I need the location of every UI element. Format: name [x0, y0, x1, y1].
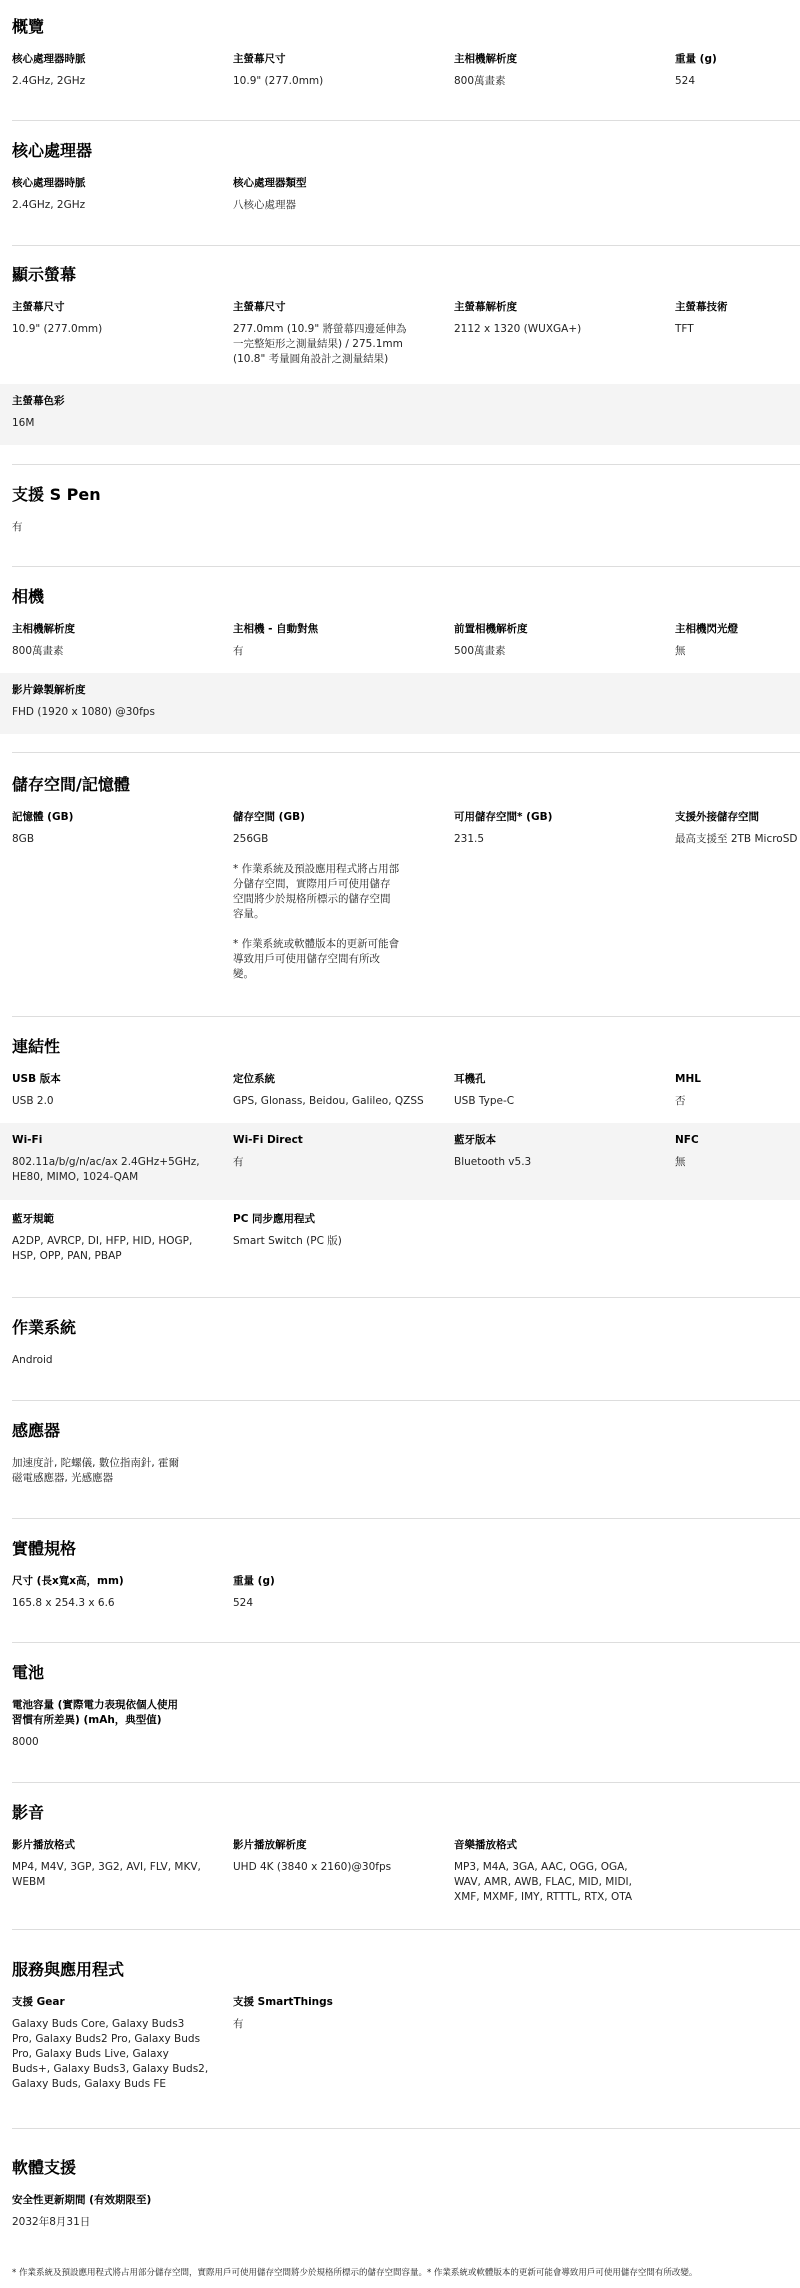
spec-label: 定位系統	[233, 1073, 275, 1085]
spec-value: 有	[233, 1156, 244, 1168]
spec-row	[0, 1698, 800, 1758]
spec-row	[0, 1212, 800, 1272]
spec-row-shaded	[0, 384, 800, 445]
spec-label: 可用儲存空間* (GB)	[454, 811, 553, 823]
spec-value: 231.5	[454, 833, 485, 845]
divider	[12, 566, 800, 567]
divider	[12, 1400, 800, 1401]
spec-value: Bluetooth v5.3	[454, 1156, 532, 1168]
section-title: 儲存空間/記憶體	[12, 775, 130, 794]
spec-label: 尺寸 (長x寬x高，mm)	[12, 1575, 124, 1587]
section-title: 電池	[12, 1663, 45, 1682]
section-title: 感應器	[12, 1421, 61, 1440]
spec-value: USB Type-C	[454, 1095, 515, 1107]
spec-row	[0, 1574, 800, 1620]
spec-value: 8000	[12, 1736, 39, 1748]
spec-label: 音樂播放格式	[454, 1839, 517, 1851]
section-title: 概覽	[12, 17, 45, 36]
spec-label: 核心處理器類型	[233, 177, 307, 189]
spec-label: 支援外接儲存空間	[675, 811, 759, 823]
spec-value: 10.9" (277.0mm)	[233, 75, 324, 87]
divider	[12, 1016, 800, 1017]
spec-label: 影片播放格式	[12, 1839, 75, 1851]
spec-value: Galaxy Buds Core, Galaxy Buds3 Pro, Galaxy Buds2 Pro, Galaxy Buds Pro, Galaxy Buds Live, Galaxy Buds+, Galaxy Buds3, Galaxy Buds2, Galaxy Buds, Galaxy Buds FE	[12, 2018, 209, 2090]
spec-label: 安全性更新期間 (有效期限至)	[12, 2194, 152, 2206]
spec-label: 藍牙規範	[12, 1213, 54, 1225]
spec-row	[0, 1072, 800, 1118]
divider	[12, 1642, 800, 1643]
spec-row	[0, 1838, 800, 1913]
spec-value: Android	[12, 1354, 53, 1366]
spec-value: GPS, Glonass, Beidou, Galileo, QZSS	[233, 1095, 424, 1107]
spec-value: 最高支援至 2TB MicroSD	[675, 833, 798, 845]
divider	[12, 464, 800, 465]
section-title: 軟體支援	[12, 2158, 77, 2177]
spec-value: 有	[12, 521, 23, 533]
divider	[12, 245, 800, 246]
spec-value: 無	[675, 645, 686, 657]
spec-row-shaded	[0, 1123, 800, 1200]
spec-label: 主螢幕解析度	[454, 301, 517, 313]
divider	[12, 2128, 800, 2129]
spec-value: 802.11a/b/g/n/ac/ax 2.4GHz+5GHz, HE80, MIMO, 1024-QAM	[12, 1156, 200, 1183]
spec-label: 記憶體 (GB)	[12, 811, 74, 823]
divider	[12, 752, 800, 753]
section-title: 顯示螢幕	[12, 265, 77, 284]
divider	[12, 1782, 800, 1783]
spec-value: 2032年8月31日	[12, 2216, 91, 2228]
spec-label: 支援 SmartThings	[233, 1996, 333, 2008]
spec-label: MHL	[675, 1073, 701, 1085]
spec-label: 核心處理器時脈	[12, 53, 86, 65]
spec-label: 前置相機解析度	[454, 623, 528, 635]
spec-value: 2.4GHz, 2GHz	[12, 199, 86, 211]
spec-value: 2.4GHz, 2GHz	[12, 75, 86, 87]
spec-label: 重量 (g)	[233, 1575, 275, 1587]
divider	[12, 1297, 800, 1298]
spec-value: MP4, M4V, 3GP, 3G2, AVI, FLV, MKV, WEBM	[12, 1861, 201, 1888]
spec-label: 藍牙版本	[454, 1134, 496, 1146]
spec-label: 核心處理器時脈	[12, 177, 86, 189]
footnote: * 作業系統及預設應用程式將占用部分儲存空間，實際用戶可使用儲存空間將少於規格所標示的儲存空間容量。* 作業系統或軟體版本的更新可能會導致用戶可使用儲存空間有所改變。	[12, 2268, 698, 2278]
section-title: 連結性	[12, 1037, 61, 1056]
spec-row	[0, 1353, 800, 1383]
spec-value: 否	[675, 1095, 686, 1107]
spec-row	[0, 300, 800, 380]
spec-label: 主相機解析度	[12, 623, 75, 635]
section-title: 影音	[12, 1803, 45, 1822]
spec-value: 8GB	[12, 833, 35, 845]
spec-value: 165.8 x 254.3 x 6.6	[12, 1597, 115, 1609]
spec-row	[0, 1456, 800, 1496]
spec-value: 277.0mm (10.9" 將螢幕四邊延伸為 一完整矩形之測量結果) / 275.1mm (10.8" 考量圓角設計之測量結果)	[233, 323, 407, 365]
spec-value: 800萬畫素	[12, 645, 64, 657]
spec-row-shaded	[0, 673, 800, 734]
spec-row	[0, 1995, 800, 2100]
spec-value: Smart Switch (PC 版)	[233, 1235, 342, 1247]
spec-label: 儲存空間 (GB)	[233, 811, 305, 823]
spec-value: UHD 4K (3840 x 2160)@30fps	[233, 1861, 392, 1873]
spec-label: 重量 (g)	[675, 53, 717, 65]
spec-label: Wi-Fi Direct	[233, 1134, 303, 1146]
spec-value: TFT	[675, 323, 694, 335]
divider	[12, 120, 800, 121]
spec-label: 耳機孔	[454, 1073, 486, 1085]
spec-value: 500萬畫素	[454, 645, 506, 657]
spec-label: 電池容量 (實際電力表現依個人使用 習慣有所差異) (mAh，典型值)	[12, 1699, 178, 1726]
spec-label: PC 同步應用程式	[233, 1213, 316, 1225]
section-title: 相機	[12, 587, 45, 606]
spec-label: 主相機 - 自動對焦	[233, 623, 319, 635]
spec-value: 八核心處理器	[233, 199, 296, 211]
section-title: 實體規格	[12, 1539, 77, 1558]
spec-label: 主螢幕尺寸	[233, 301, 286, 313]
spec-row	[0, 810, 800, 990]
spec-row	[0, 622, 800, 668]
spec-label: 影片錄製解析度	[12, 684, 86, 696]
spec-value: 加速度計, 陀螺儀, 數位指南針, 霍爾 磁電感應器, 光感應器	[12, 1457, 180, 1484]
spec-label: USB 版本	[12, 1073, 61, 1085]
spec-value: 256GB * 作業系統及預設應用程式將占用部 分儲存空間，實際用戶可使用儲存 空間將少於規格所標示的儲存空間 容量。 * 作業系統或軟體版本的更新可能會 導致用戶可使用儲存空間有所改 變。	[233, 833, 400, 980]
spec-value: 800萬畫素	[454, 75, 506, 87]
spec-label: 主螢幕技術	[675, 301, 728, 313]
spec-value: 無	[675, 1156, 686, 1168]
spec-label: 影片播放解析度	[233, 1839, 307, 1851]
spec-row	[0, 2193, 800, 2239]
spec-label: Wi-Fi	[12, 1134, 43, 1146]
spec-value: 2112 x 1320 (WUXGA+)	[454, 323, 582, 335]
spec-value: MP3, M4A, 3GA, AAC, OGG, OGA, WAV, AMR, AWB, FLAC, MID, MIDI, XMF, MXMF, IMY, RTTTL, RTX, OTA	[454, 1861, 633, 1903]
spec-value: 有	[233, 2018, 244, 2030]
section-title: 支援 S Pen	[12, 485, 101, 504]
divider	[12, 1929, 800, 1930]
spec-value: A2DP, AVRCP, DI, HFP, HID, HOGP, HSP, OPP, PAN, PBAP	[12, 1235, 193, 1262]
spec-label: 主螢幕色彩	[12, 395, 65, 407]
spec-label: NFC	[675, 1134, 699, 1146]
spec-label: 主螢幕尺寸	[12, 301, 65, 313]
spec-label: 支援 Gear	[12, 1996, 65, 2008]
spec-label: 主螢幕尺寸	[233, 53, 286, 65]
spec-value: USB 2.0	[12, 1095, 54, 1107]
spec-label: 主相機閃光燈	[675, 623, 738, 635]
spec-row	[0, 520, 800, 550]
section-title: 核心處理器	[12, 141, 93, 160]
spec-value: 524	[233, 1597, 254, 1609]
spec-label: 主相機解析度	[454, 53, 517, 65]
divider	[12, 1518, 800, 1519]
spec-value: FHD (1920 x 1080) @30fps	[12, 706, 155, 718]
spec-value: 524	[675, 75, 696, 87]
spec-value: 10.9" (277.0mm)	[12, 323, 103, 335]
section-title: 服務與應用程式	[12, 1960, 125, 1979]
spec-value: 16M	[12, 417, 35, 429]
spec-row	[0, 52, 800, 98]
spec-row	[0, 176, 800, 222]
section-title: 作業系統	[12, 1318, 77, 1337]
spec-value: 有	[233, 645, 244, 657]
